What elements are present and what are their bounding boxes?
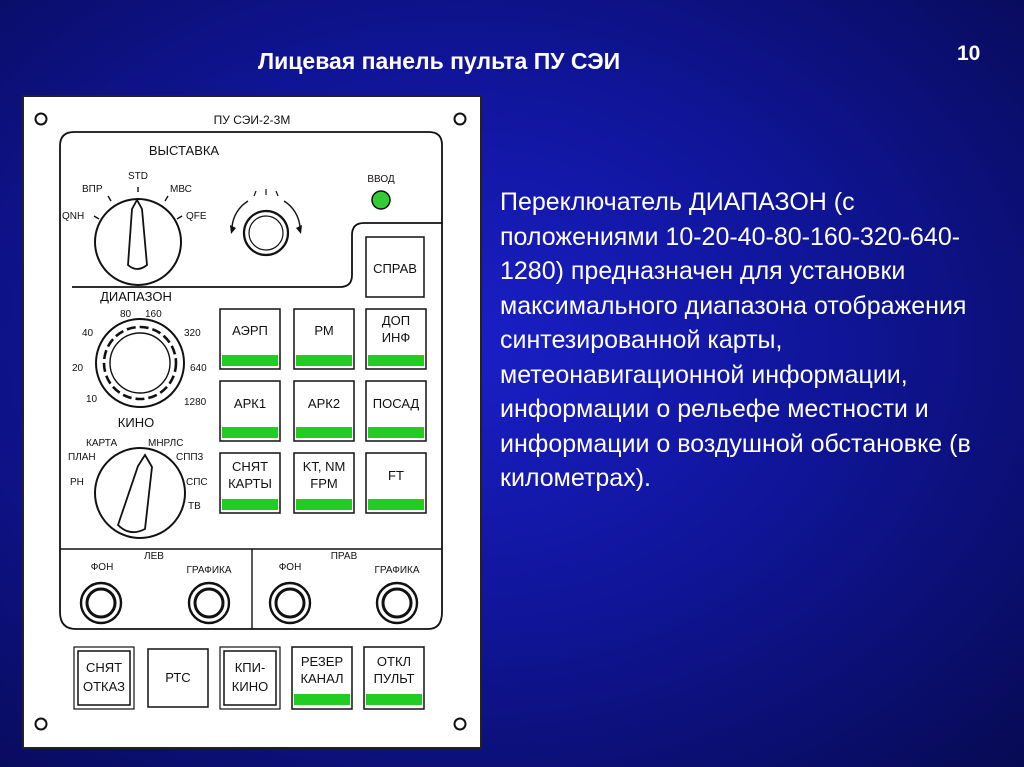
diapazon-pos-320: 320 (184, 328, 201, 339)
panel-name: ПУ СЭИ-2-3М (213, 113, 291, 127)
kino-selector[interactable] (95, 448, 185, 538)
description-text: Переключатель ДИАПАЗОН (с положениями 10-20-40-80-160-320-640-1280) предназначен для установки максимального диапазона отображения синтезированной карты, метеонавигационной информации, информации о рельефе местности и информации о воздушной обстановке (в километрах). (500, 188, 971, 492)
snyat-otkaz-label-2: ОТКАЗ (82, 679, 126, 694)
rts-label: РТС (165, 670, 191, 685)
kpi-kino-button[interactable] (220, 647, 280, 709)
indicator-strip (368, 355, 424, 366)
ark2-label: АРК2 (307, 396, 341, 411)
arrow-head-icon (230, 225, 236, 234)
kino-label: КИНО (117, 415, 155, 430)
arrow-head-icon (296, 225, 302, 234)
kt-nm-label-2: FPM (310, 476, 338, 491)
sprav-button[interactable] (366, 237, 424, 297)
kino-pos-plan: ПЛАН (68, 452, 96, 463)
screw-icon (455, 719, 466, 730)
grafika-right-knob[interactable] (377, 583, 417, 623)
diapazon-pos-640: 640 (190, 363, 207, 374)
rm-button[interactable] (294, 309, 354, 369)
ark1-label: АРК1 (233, 396, 267, 411)
dop-inf-label-2: ИНФ (381, 330, 411, 345)
snyat-otkaz-button[interactable] (74, 647, 134, 709)
indicator-strip (368, 427, 424, 438)
fon-left-knob[interactable] (81, 583, 121, 623)
indicator-strip (222, 499, 278, 510)
snyat-karty-label-2: КАРТЫ (228, 476, 272, 491)
vystavka-pos-std: STD (128, 171, 148, 182)
posad-button[interactable] (366, 381, 426, 441)
ark2-button[interactable] (294, 381, 354, 441)
vystavka-selector[interactable] (94, 187, 182, 285)
grafika-left-label: ГРАФИКА (186, 565, 232, 576)
ark1-button[interactable] (220, 381, 280, 441)
diapazon-label: ДИАПАЗОН (100, 289, 172, 304)
diapazon-pos-10: 10 (86, 394, 98, 405)
rts-button[interactable] (148, 649, 208, 707)
posad-label: ПОСАД (372, 396, 420, 411)
vystavka-pos-mvs: МВС (170, 184, 192, 195)
diapazon-selector[interactable] (96, 319, 184, 407)
lev-label: ЛЕВ (144, 551, 164, 562)
aerp-label: АЭРП (232, 323, 268, 338)
prav-label: ПРАВ (330, 551, 358, 562)
diapazon-pos-80: 80 (120, 309, 132, 320)
fon-right-knob[interactable] (270, 583, 310, 623)
screw-icon (36, 114, 47, 125)
snyat-otkaz-label-1: СНЯТ (85, 660, 123, 675)
aerp-button[interactable] (220, 309, 280, 369)
kpi-kino-label-2: КИНО (231, 679, 269, 694)
dop-inf-button[interactable] (366, 309, 426, 369)
ft-button[interactable] (366, 453, 426, 513)
kpi-kino-label-1: КПИ- (234, 660, 266, 675)
fon-left-label: ФОН (90, 562, 114, 573)
rm-label: РМ (314, 323, 334, 338)
vvod-label: ВВОД (367, 174, 395, 185)
vystavka-label: ВЫСТАВКА (148, 143, 220, 158)
diapazon-pos-40: 40 (82, 328, 94, 339)
vystavka-pos-qfe: QFE (186, 211, 207, 222)
panel-drawing (24, 97, 480, 747)
screw-icon (455, 114, 466, 125)
otkl-pult-button[interactable] (364, 647, 424, 709)
control-panel (22, 95, 482, 749)
rezer-kanal-button[interactable] (292, 647, 352, 709)
snyat-karty-button[interactable] (220, 453, 280, 513)
indicator-strip (222, 427, 278, 438)
indicator-strip (296, 427, 352, 438)
grafika-left-knob[interactable] (189, 583, 229, 623)
indicator-strip (296, 499, 352, 510)
kino-pos-mnrls: МНРЛС (148, 438, 184, 449)
vystavka-pos-qnh: QNH (62, 211, 85, 222)
page-number: 10 (957, 42, 981, 65)
kino-pos-tv: ТВ (188, 501, 201, 512)
otkl-pult-label-1: ОТКЛ (376, 654, 412, 669)
fon-right-label: ФОН (278, 562, 302, 573)
rotary-knob[interactable] (244, 211, 288, 255)
kt-nm-label-1: KT, NM (302, 459, 346, 474)
kino-pos-spp3: СПП3 (176, 452, 204, 463)
diapazon-pos-1280: 1280 (184, 397, 207, 408)
indicator-strip (368, 499, 424, 510)
indicator-strip (296, 355, 352, 366)
ft-label: FT (388, 468, 404, 483)
sprav-label: СПРАВ (373, 261, 417, 276)
snyat-karty-label-1: СНЯТ (231, 459, 269, 474)
grafika-right-label: ГРАФИКА (374, 565, 420, 576)
rezer-kanal-label-2: КАНАЛ (300, 671, 344, 686)
kt-nm-fpm-button[interactable] (294, 453, 354, 513)
screw-icon (36, 719, 47, 730)
dop-inf-label-1: ДОП (381, 313, 411, 328)
kino-pos-sps: СПС (186, 477, 208, 488)
indicator-strip (222, 355, 278, 366)
slide-title: Лицевая панель пульта ПУ СЭИ (258, 48, 621, 74)
diapazon-pos-160: 160 (145, 309, 162, 320)
diapazon-pos-20: 20 (72, 363, 84, 374)
indicator-strip (366, 694, 422, 705)
vystavka-pos-vpr: ВПР (82, 184, 103, 195)
tick-icon (254, 191, 256, 196)
vvod-led[interactable] (372, 191, 390, 209)
otkl-pult-label-2: ПУЛЬТ (373, 671, 415, 686)
indicator-strip (294, 694, 350, 705)
rezer-kanal-label-1: РЕЗЕР (300, 654, 344, 669)
tick-icon (276, 191, 278, 196)
kino-pos-karta: КАРТА (86, 438, 118, 449)
kino-pos-rn: РН (70, 477, 84, 488)
